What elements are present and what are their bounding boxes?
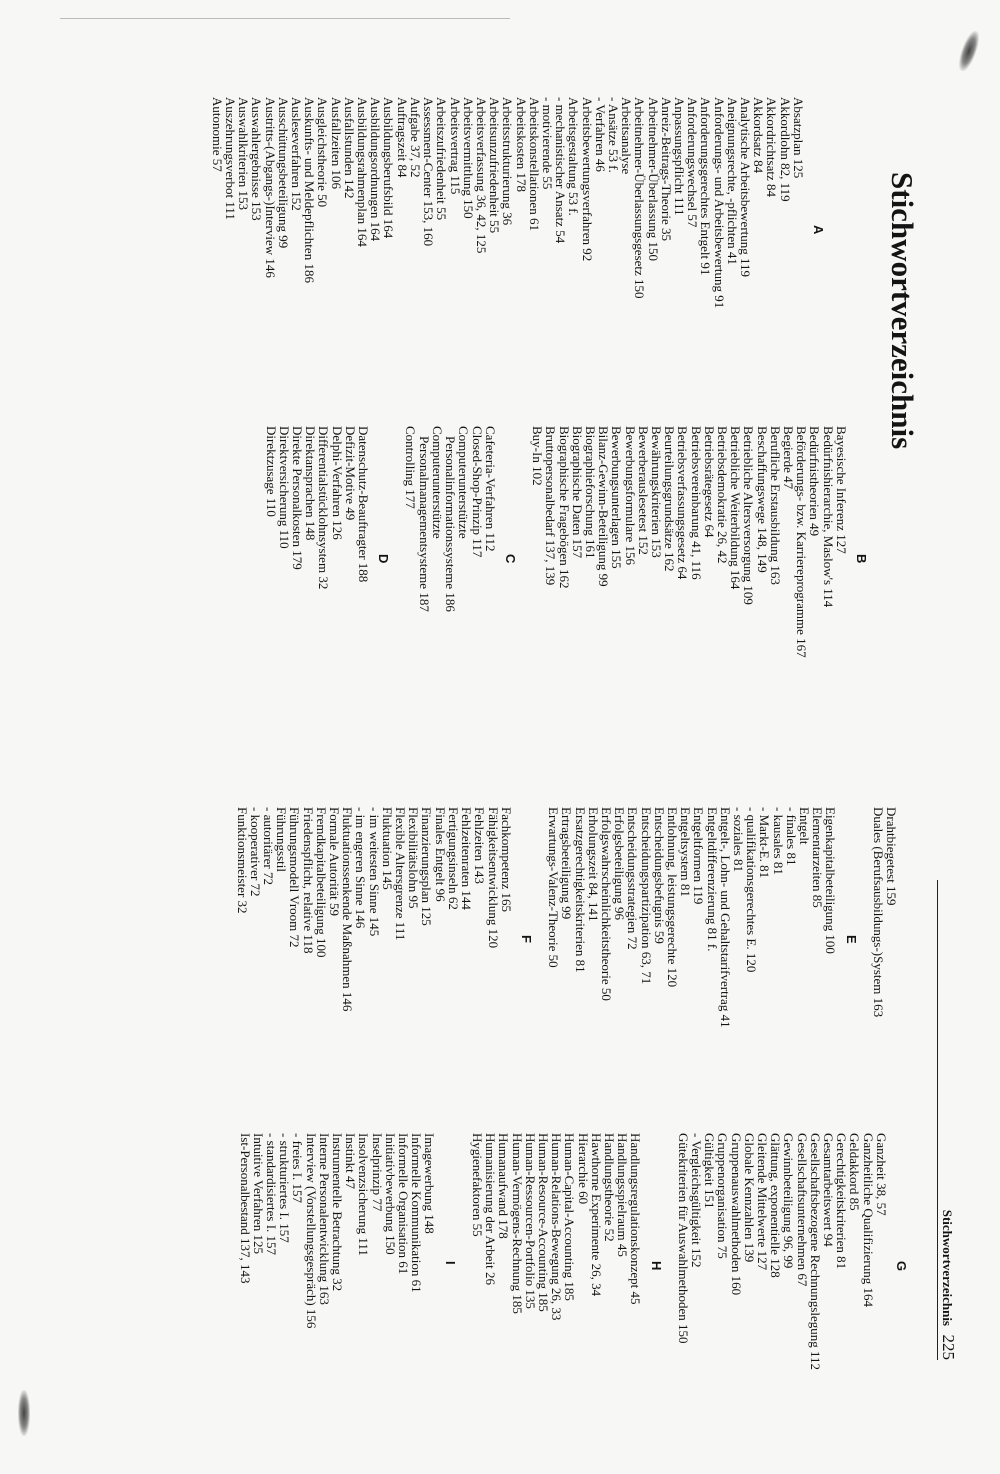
index-entry: Ausschüttungsbeteiligung 99 (275, 97, 291, 249)
index-entry: Bilanz-Gewinn-Beteiligung 99 (596, 426, 612, 587)
index-entry: Ausfallzeiten 106 (328, 97, 344, 190)
index-entry: Ausbildungsrahmenplan 164 (355, 97, 371, 247)
index-subentry: - finales 81 (783, 807, 799, 866)
index-entry: Austritts-(Abgangs-)Interview 146 (262, 97, 278, 278)
running-header (937, 880, 960, 1360)
index-entry: Anforderungsgerechtes Entgelt 91 (698, 97, 714, 276)
index-entry: Arbeitsverfassung 36, 42, 125 (473, 97, 489, 254)
index-entry: Fachkompetenz 165 (498, 807, 514, 913)
index-section (872, 807, 898, 1057)
index-entry: Fertigungsinseln 62 (445, 807, 461, 910)
index-entry: Betriebliche Altersversorgung 109 (741, 426, 757, 605)
index-entry: Führungsstil (274, 807, 290, 873)
index-entry: Ersatzgerechtigkeitskriterien 81 (572, 807, 588, 973)
index-entry: Entscheidungsbefugnis 59 (651, 807, 667, 944)
index-entry: Betriebsdemokratie 26, 42 (714, 426, 730, 564)
index-entry: Arbeitskonstellationen 61 (526, 97, 542, 231)
index-entry: Entgelt-, Lohn- und Gehaltstarifvertrag 41 (717, 807, 733, 1028)
index-entry: Gültigkeit 151 (702, 1133, 718, 1209)
index-entry: Defizit-Motive 49 (342, 426, 358, 521)
index-entry: Arbeitszufriedenheit 55 (434, 97, 450, 221)
index-entry: Absatzplan 125 (790, 97, 806, 179)
index-subentry: - Markt-E. 81 (757, 807, 773, 879)
index-subentry: - Verfahren 46 (592, 97, 608, 172)
section-letter: H (648, 1261, 664, 1271)
index-entry: Bedürfnistheorien 49 (807, 426, 823, 537)
index-entry: Direkte Personalkosten 179 (290, 426, 306, 570)
index-entry: Fehlzeiten 143 (472, 807, 488, 884)
index-subentry: - motivierende 55 (539, 97, 555, 190)
index-entry: Arbeitnehmer-Überlassungsgesetz 150 (632, 97, 648, 299)
index-subentry: - strukturiertes I. 157 (277, 1133, 293, 1243)
index-entry: Human-Vermögens-Rechnung 185 (509, 1133, 525, 1314)
index-entry: Controlling 177 (403, 426, 419, 509)
index-entry: Ganzheit 38, 57 (873, 1133, 889, 1216)
index-subentry: - freies I. 157 (290, 1133, 306, 1204)
index-entry: Humanisierung der Arbeit 26 (483, 1133, 499, 1285)
index-entry: Beförderungs- bzw. Karriereprogramme 167 (794, 426, 810, 658)
index-entry: Gleitende Mittelwerte 127 (754, 1133, 770, 1271)
index-entry: Fluktuationssenkende Maßnahmen 146 (340, 807, 356, 1012)
index-entry: Bewerbungsformulare 156 (622, 426, 638, 565)
index-entry: Begierde 47 (780, 426, 796, 490)
index-subentry: - qualifikationsgerechtes E. 120 (744, 807, 760, 973)
index-entry: Handlungsspielraum 45 (615, 1133, 631, 1257)
index-entry: Informelle Organisation 61 (396, 1133, 412, 1275)
index-entry: Gruppenauswahlmethoden 160 (728, 1133, 744, 1296)
index-section (471, 1133, 663, 1383)
index-entry: Entscheidungspartizipation 63, 71 (638, 807, 654, 985)
index-section (238, 1133, 456, 1383)
index-entry: Human-Capital-Accounting 185 (562, 1133, 578, 1301)
index-entry: Instinkt 47 (343, 1133, 359, 1189)
index-entry: Hawthorne Experimente 26, 34 (588, 1133, 604, 1297)
index-entry: Anreiz-Beitrags-Theorie 35 (658, 97, 674, 242)
index-entry: Führungsmodell Vroom 72 (287, 807, 303, 948)
index-entry: Arbeitsbewertungsverfahren 92 (579, 97, 595, 262)
index-entry: Biographische Daten 157 (569, 426, 585, 559)
index-entry: Intuitive Verfahren 125 (250, 1133, 266, 1255)
section-letter: C (502, 554, 518, 564)
index-subentry: - standardisiertes I. 157 (264, 1133, 280, 1256)
index-entry: Autonomie 57 (209, 97, 225, 172)
index-entry: Auswahlergebnisse 153 (249, 97, 265, 221)
index-entry: Datenschutz-Beauftragter 188 (356, 426, 372, 583)
index-entry: Direktansprachen 148 (303, 426, 319, 541)
index-entry: Interview (Vorstellungsgespräch) 156 (303, 1133, 319, 1329)
index-entry: Bruttopersonalbedarf 137, 139 (543, 426, 559, 586)
index-entry: Arbeitsstrukturierung 36 (500, 97, 516, 226)
index-entry: Ausgleichstheorie 50 (315, 97, 331, 208)
index-column-2 (250, 426, 868, 676)
index-entry: Differentialstücklohnsystem 32 (316, 426, 332, 590)
index-entry: Arbeitsunzufriedenheit 55 (487, 97, 503, 234)
index-entry: Entlohnung, leistungsgerechte 120 (664, 807, 680, 988)
index-entry: Arbeitsgestaltung 53 f. (566, 97, 582, 216)
index-entry: Erwartungs-Valenz-Theorie 50 (546, 807, 562, 968)
index-entry: Arbeitsanalyse (619, 97, 635, 175)
index-entry: Imagewerbung 148 (422, 1133, 438, 1234)
index-entry: Handlungsregulationskonzept 45 (628, 1133, 644, 1305)
index-entry: Funktionsmeister 32 (234, 807, 250, 914)
section-letter: A (811, 225, 826, 235)
index-section (531, 426, 868, 676)
index-subentry: - soziales 81 (730, 807, 746, 872)
section-letter: I (442, 1261, 458, 1265)
index-entry: Computerunterstützte Personalmanagementsysteme 187 (416, 426, 445, 612)
index-entry: Bewerbungsunterlagen 155 (609, 426, 625, 569)
index-entry: Entgeltsystem 81 (678, 807, 694, 897)
index-entry: Drahtbiegetest 159 (884, 807, 899, 906)
index-entry: Informelle Kommunikation 61 (409, 1133, 425, 1293)
running-title: Stichwortverzeichnis (940, 1209, 955, 1326)
index-entry: Biographieforschung 161 (582, 426, 598, 559)
index-entry: Betriebsrätegesetz 64 (701, 426, 717, 538)
index-entry: Auswahlkriterien 153 (236, 97, 252, 211)
index-entry: Closed-Shop-Prinzip 117 (469, 426, 485, 558)
index-entry: Initiativbewerbung 150 (382, 1133, 398, 1255)
index-entry: Friedenspflicht, relative 118 (300, 807, 316, 954)
index-entry: Akkordlohn 82, 119 (777, 97, 793, 202)
index-entry: Beschaffungswege 148, 149 (754, 426, 770, 573)
index-entry: Aneignungsrechte, -pflichten 41 (724, 97, 740, 265)
index-entry: Hygienefaktoren 55 (469, 1133, 485, 1237)
index-entry: Duales (Berufsausbildungs-)System 163 (870, 807, 886, 1018)
index-section (264, 426, 390, 676)
index-entry: Fremdkapitalbeteiligung 100 (313, 807, 329, 958)
index-entry: Eigenkapitalbeteiligung 100 (823, 807, 839, 954)
index-entry: Auftragszeit 84 (394, 97, 410, 178)
index-section (235, 807, 532, 1057)
index-entry: Instrumentelle Betrachtung 32 (330, 1133, 346, 1292)
index-entry: Anpassungspflicht 111 (671, 97, 687, 216)
index-entry: Bedürfnishierarchie, Maslow's 114 (820, 426, 836, 608)
index-entry: Human-Ressourcen-Portfolio 135 (522, 1133, 538, 1309)
index-entry: Arbeitskosten 178 (513, 97, 529, 192)
page-number: 225 (939, 1334, 958, 1360)
index-entry: Gerechtigkeitskriterien 81 (834, 1133, 850, 1270)
index-column-3 (221, 807, 898, 1057)
index-entry: Gewinnbeteiligung 96, 99 (781, 1133, 797, 1269)
index-entry: Biographische Fragebögen 162 (556, 426, 572, 589)
index-entry: Ganzheitliche Qualifizierung 164 (860, 1133, 876, 1307)
index-entry: Entgelt (796, 807, 812, 845)
index-entry: Hierarchie 60 (575, 1133, 591, 1205)
index-entry: Erholungszeit 84, 141 (585, 807, 601, 922)
index-subentry: - Ansätze 53 f. (605, 97, 621, 173)
section-letter: D (376, 554, 392, 564)
index-entry: Ausbildungsberufsbild 164 (381, 97, 397, 239)
index-entry: Ist-Personalbestand 137, 143 (237, 1133, 253, 1284)
section-letter: G (894, 1261, 909, 1272)
index-entry: Humanaufwand 178 (496, 1133, 512, 1239)
index-entry: Gütekriterien für Auswahlmethoden 150 (675, 1133, 691, 1344)
index-entry: Akkordrichtsatz 84 (764, 97, 780, 198)
index-entry: Insolvenzsicherung 111 (356, 1133, 372, 1256)
index-entry: Globale Kennzahlen 139 (741, 1133, 757, 1263)
index-entry: Analytische Arbeitsbewertung 119 (737, 97, 753, 278)
index-entry: Ertragsbeteiligung 99 (559, 807, 575, 920)
index-entry: Auskunfts- und Meldepflichten 186 (302, 97, 318, 283)
index-entry: Bewerberauslesetest 152 (635, 426, 651, 555)
index-entry: Inselprinzip 77 (369, 1133, 385, 1212)
index-entry: Direktzusage 110 (263, 426, 279, 517)
index-entry: Erfolgswahrscheinlichkeitstheorie 50 (598, 807, 614, 1001)
index-subentry: - im weitesten Sinne 145 (366, 807, 382, 937)
index-entry: Bewährungskriterien 153 (648, 426, 664, 558)
index-entry: Human-Relations-Bewegung 26, 33 (549, 1133, 565, 1321)
index-section (547, 807, 858, 1057)
index-entry: Gesamtarbeitswert 94 (820, 1133, 836, 1247)
index-subentry: - im engeren Sinne 146 (353, 807, 369, 929)
index-entry: Gesellschaftsunternehmen 67 (794, 1133, 810, 1287)
page-title: Stichwortverzeichnis (885, 172, 920, 450)
index-entry: Human-Resource-Accounting 185 (535, 1133, 551, 1312)
index-subentry: - mechanistischer Ansatz 54 (553, 97, 569, 244)
section-letter: B (854, 554, 869, 564)
index-entry: Interne Personalentwicklung 163 (316, 1133, 332, 1305)
index-section (677, 1133, 908, 1383)
index-entry: Buy-In 102 (530, 426, 546, 486)
index-section (404, 426, 517, 676)
index-entry: Assessment-Center 153, 160 (421, 97, 437, 247)
index-entry: Arbeitsvertrag 115 (447, 97, 463, 195)
index-entry: Akkordsatz 84 (751, 97, 767, 174)
index-entry: Arbeitsvermittlung 150 (460, 97, 476, 219)
index-entry: Auszehrungsverbot 111 (223, 97, 239, 220)
index-entry: Ausfallstunden 142 (341, 97, 357, 199)
section-letter: F (518, 935, 534, 943)
index-subentry: - Vergleichsgültigkeit 152 (688, 1133, 704, 1268)
index-entry: Fähigkeitsentwicklung 120 (485, 807, 501, 949)
index-subentry: - kausales 81 (770, 807, 786, 875)
index-entry: Finanzierungsplan 125 (419, 807, 435, 926)
index-entry: Handlungstheorie 52 (601, 1133, 617, 1242)
index-entry: Entgeltdifferenzierung 81 f. (704, 807, 720, 952)
index-entry: Gesellschaftsbezogene Rechnungslegung 112 (807, 1133, 823, 1371)
index-column-1 (197, 97, 825, 347)
index-entry: Flexible Altersgrenze 111 (393, 807, 409, 941)
index-entry: Anforderungs- und Arbeitsbewertung 91 (711, 97, 727, 309)
index-entry: Direktversicherung 110 (276, 426, 292, 549)
index-subentry: - kooperativer 72 (247, 807, 263, 897)
index-entry: Betriebliche Weiterbildung 164 (728, 426, 744, 590)
index-subentry: - autoritärer 72 (261, 807, 277, 885)
index-entry: Cafeteria-Verfahren 112 (482, 426, 498, 552)
index-entry: Entscheidungsstrategien 72 (625, 807, 641, 950)
index-entry: Aufgabe 37, 52 (407, 97, 423, 178)
index-entry: Beurteilungsgrundsätze 162 (662, 426, 678, 572)
index-entry: Computerunterstützte Personalinformationssysteme 186 (443, 426, 472, 612)
index-entry: Ausbildungsordnungen 164 (368, 97, 384, 242)
index-entry: Formale Autorität 59 (327, 807, 343, 917)
index-entry: Arbeitnehmer-Überlassung 150 (645, 97, 661, 261)
index-column-4 (224, 1133, 908, 1383)
index-entry: Bayesische Inferenz 127 (833, 426, 849, 554)
index-entry: Glättung, exponentielle 128 (768, 1133, 784, 1278)
index-entry: Elementarzeiten 85 (810, 807, 826, 908)
index-entry: Betriebsvereinbarung 41, 116 (688, 426, 704, 580)
index-entry: Gruppenorganisation 75 (715, 1133, 731, 1259)
index-entry: Erfolgsbeteiligung 96 (612, 807, 628, 921)
index-entry: Entgeltformen 119 (691, 807, 707, 905)
index-entry: Flexibilitätslohn 95 (406, 807, 422, 909)
index-entry: Fehlzeitenraten 144 (459, 807, 475, 910)
index-entry: Ausleseverfahren 152 (289, 97, 305, 211)
index-entry: Berufliche Erstausbildung 163 (767, 426, 783, 585)
index-entry: Anforderungswechsel 57 (685, 97, 701, 228)
index-section (211, 97, 825, 347)
index-entry: Delphi-Verfahren 126 (329, 426, 345, 540)
index-entry: Finales Entgelt 96 (432, 807, 448, 902)
section-letter: E (843, 935, 859, 944)
index-entry: Betriebsverfassungsgesetz 64 (675, 426, 691, 580)
index-entry: Fluktuation 145 (379, 807, 395, 890)
index-entry: Geldakkord 85 (847, 1133, 863, 1211)
